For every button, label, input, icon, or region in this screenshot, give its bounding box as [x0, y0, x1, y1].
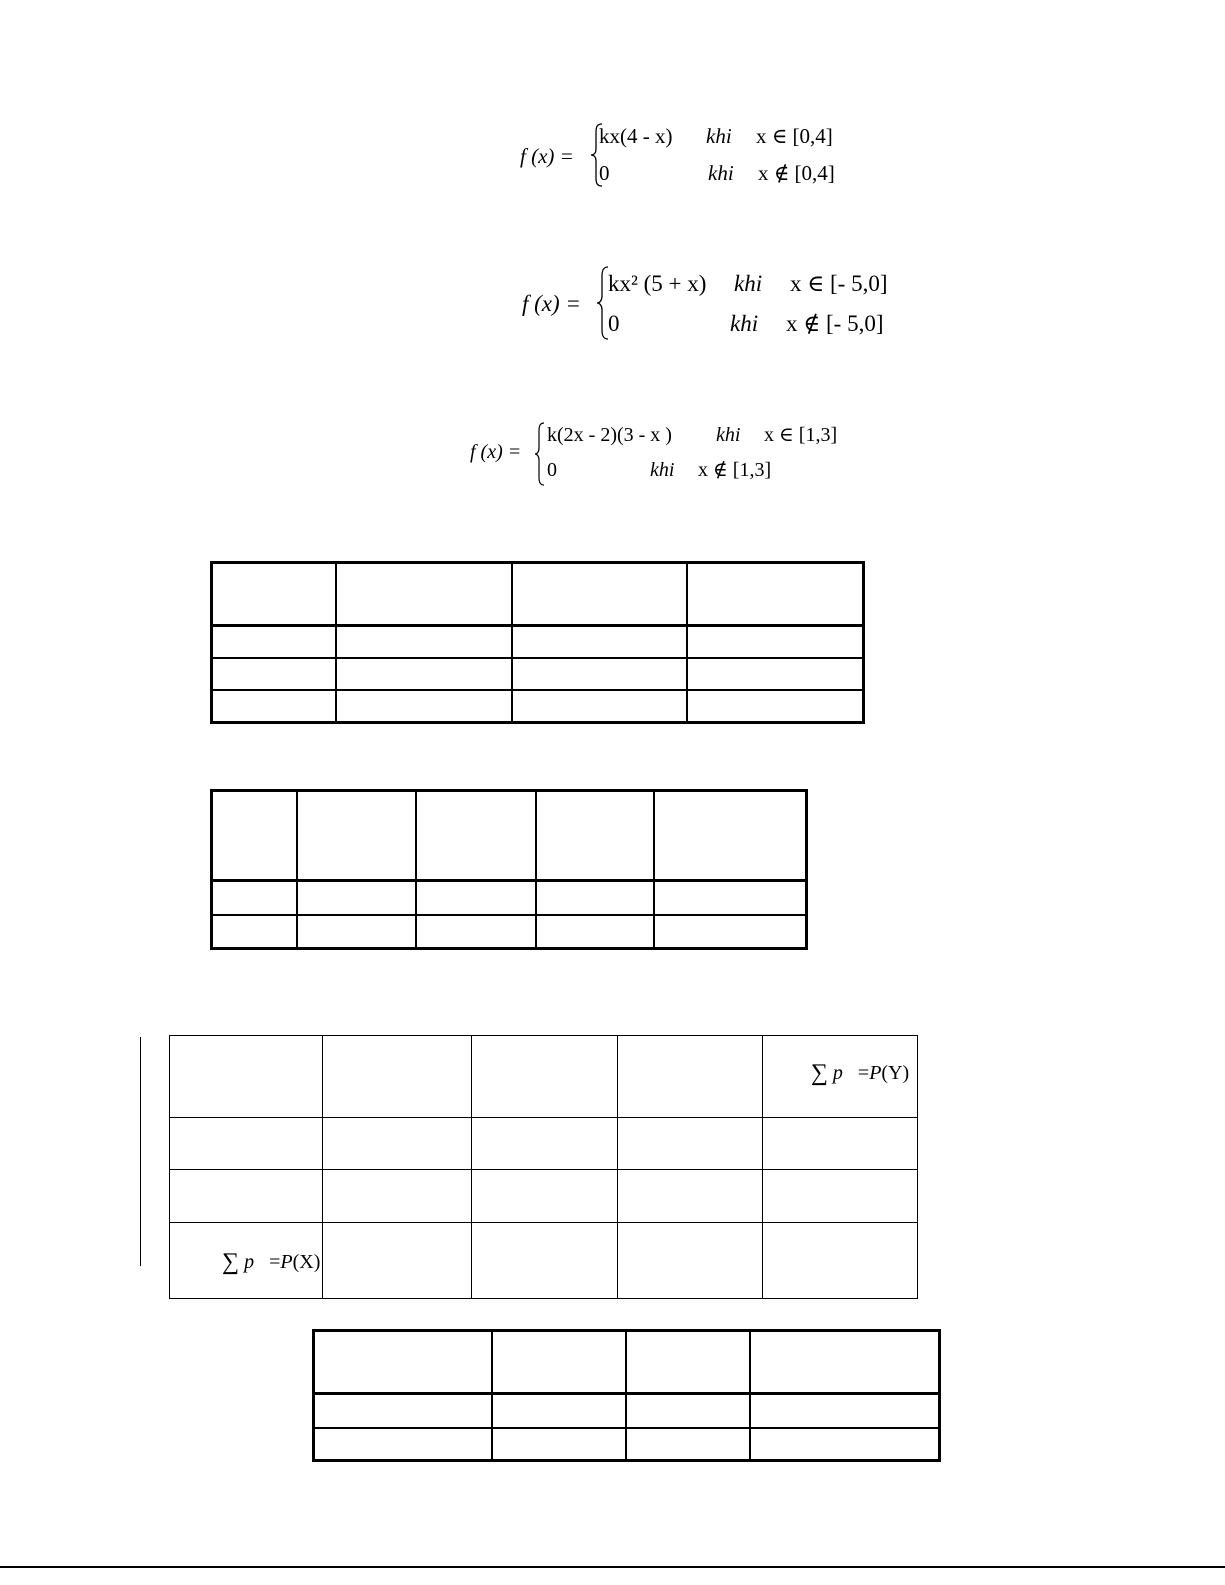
table-cell — [512, 563, 687, 626]
table-2 — [210, 789, 808, 950]
prob-symbol: P — [280, 1251, 293, 1273]
formula-3-lhs: f (x) = — [470, 441, 522, 463]
formula-3-case1-cond: x ∈ [1,3] — [764, 424, 838, 446]
table-cell — [323, 1118, 472, 1170]
formula-2-case1-cond: x ∈ [- 5,0] — [790, 271, 888, 296]
table-row — [212, 626, 864, 658]
table-cell — [750, 1428, 940, 1461]
table-row — [170, 1036, 918, 1118]
table-4 — [312, 1329, 941, 1462]
table-cell — [297, 915, 416, 949]
table-cell — [618, 1118, 763, 1170]
formula-3-case1-khi: khi — [716, 424, 741, 446]
equals-sign: = — [269, 1251, 281, 1273]
table-row — [314, 1394, 940, 1428]
table-row — [170, 1223, 918, 1299]
formula-1-lhs: f (x) = — [520, 144, 574, 168]
table-row — [212, 915, 807, 949]
table-cell — [297, 881, 416, 915]
table-row — [212, 881, 807, 915]
table-cell — [212, 626, 336, 658]
joint-distribution-table — [169, 1035, 918, 1299]
table-cell — [314, 1331, 492, 1394]
sigma-symbol: ∑ — [810, 1060, 828, 1086]
prob-argument: (Y) — [881, 1062, 910, 1084]
table-cell — [297, 791, 416, 881]
prob-argument: (X) — [292, 1251, 321, 1273]
row-total-header — [170, 1223, 323, 1299]
table-cell — [512, 658, 687, 690]
table-cell — [618, 1223, 763, 1299]
table-cell — [536, 881, 654, 915]
table-cell — [336, 658, 512, 690]
table-cell — [336, 563, 512, 626]
formula-3-case2-expr: 0 — [547, 459, 557, 481]
table-cell — [512, 690, 687, 723]
table-4-header-row — [314, 1331, 940, 1394]
table-cell — [536, 791, 654, 881]
table-cell — [687, 658, 864, 690]
formula-2-case2-khi: khi — [730, 311, 759, 336]
table-cell — [170, 1170, 323, 1223]
formula-3-brace — [534, 421, 546, 487]
formula-1-case1-cond: x ∈ [0,4] — [756, 124, 833, 148]
table-cell — [212, 690, 336, 723]
table-cell — [472, 1170, 618, 1223]
prob-symbol: P — [869, 1062, 882, 1084]
table-cell — [416, 881, 536, 915]
table-row — [212, 690, 864, 723]
formula-1 — [520, 122, 850, 192]
table-row — [212, 658, 864, 690]
formula-1-case1-expr: kx(4 - x) — [599, 124, 673, 148]
table-cell — [472, 1036, 618, 1118]
table-cell — [626, 1428, 750, 1461]
margin-line — [140, 1037, 141, 1266]
table-row — [170, 1170, 918, 1223]
table-cell — [626, 1394, 750, 1428]
table-cell — [618, 1170, 763, 1223]
table-cell — [618, 1036, 763, 1118]
table-cell — [687, 563, 864, 626]
table-cell — [323, 1170, 472, 1223]
formula-1-case2-cond: x ∉ [0,4] — [758, 161, 835, 185]
table-1 — [210, 561, 865, 724]
table-cell — [750, 1394, 940, 1428]
table-cell — [654, 791, 807, 881]
formula-2 — [522, 265, 902, 343]
table-cell — [212, 658, 336, 690]
table-cell — [492, 1394, 626, 1428]
table-row — [170, 1118, 918, 1170]
formula-3-case2-khi: khi — [650, 459, 675, 481]
sum-variable: p — [244, 1251, 255, 1273]
table-cell — [536, 915, 654, 949]
table-cell — [750, 1331, 940, 1394]
table-cell — [687, 626, 864, 658]
formula-2-case1-khi: khi — [734, 271, 763, 296]
table-cell — [687, 690, 864, 723]
formula-1-case1-khi: khi — [706, 124, 732, 148]
table-cell — [170, 1036, 323, 1118]
table-cell — [472, 1118, 618, 1170]
table-cell — [763, 1170, 918, 1223]
table-cell — [763, 1223, 918, 1299]
sum-variable: p — [832, 1062, 843, 1084]
table-cell — [472, 1223, 618, 1299]
sigma-symbol: ∑ — [222, 1249, 240, 1275]
formula-1-case2-expr: 0 — [599, 161, 610, 185]
table-cell — [416, 791, 536, 881]
table-cell — [170, 1118, 323, 1170]
table-cell — [654, 915, 807, 949]
formula-2-case1-expr: kx² (5 + x) — [608, 271, 707, 296]
table-cell — [763, 1118, 918, 1170]
table-cell — [212, 563, 336, 626]
table-cell — [512, 626, 687, 658]
table-cell — [314, 1394, 492, 1428]
table-cell — [212, 791, 297, 881]
col-total-header — [763, 1036, 918, 1118]
table-cell — [323, 1223, 472, 1299]
bottom-rule — [0, 1566, 1225, 1568]
formula-2-case2-expr: 0 — [608, 311, 620, 336]
table-cell — [212, 915, 297, 949]
equals-sign: = — [857, 1062, 870, 1084]
table-cell — [212, 881, 297, 915]
formula-1-case2-khi: khi — [708, 161, 734, 185]
formula-3-case2-cond: x ∉ [1,3] — [698, 459, 772, 481]
formula-3-case1-expr: k(2x - 2)(3 - x ) — [547, 424, 672, 446]
table-cell — [336, 626, 512, 658]
table-cell — [492, 1428, 626, 1461]
table-cell — [626, 1331, 750, 1394]
table-cell — [314, 1428, 492, 1461]
table-1-header-row — [212, 563, 864, 626]
table-cell — [654, 881, 807, 915]
formula-2-case2-cond: x ∉ [- 5,0] — [786, 311, 884, 336]
table-cell — [416, 915, 536, 949]
table-2-header-row — [212, 791, 807, 881]
formula-3 — [470, 421, 850, 489]
table-cell — [336, 690, 512, 723]
table-cell — [492, 1331, 626, 1394]
table-cell — [323, 1036, 472, 1118]
formula-2-lhs: f (x) = — [522, 291, 581, 316]
table-row — [314, 1428, 940, 1461]
